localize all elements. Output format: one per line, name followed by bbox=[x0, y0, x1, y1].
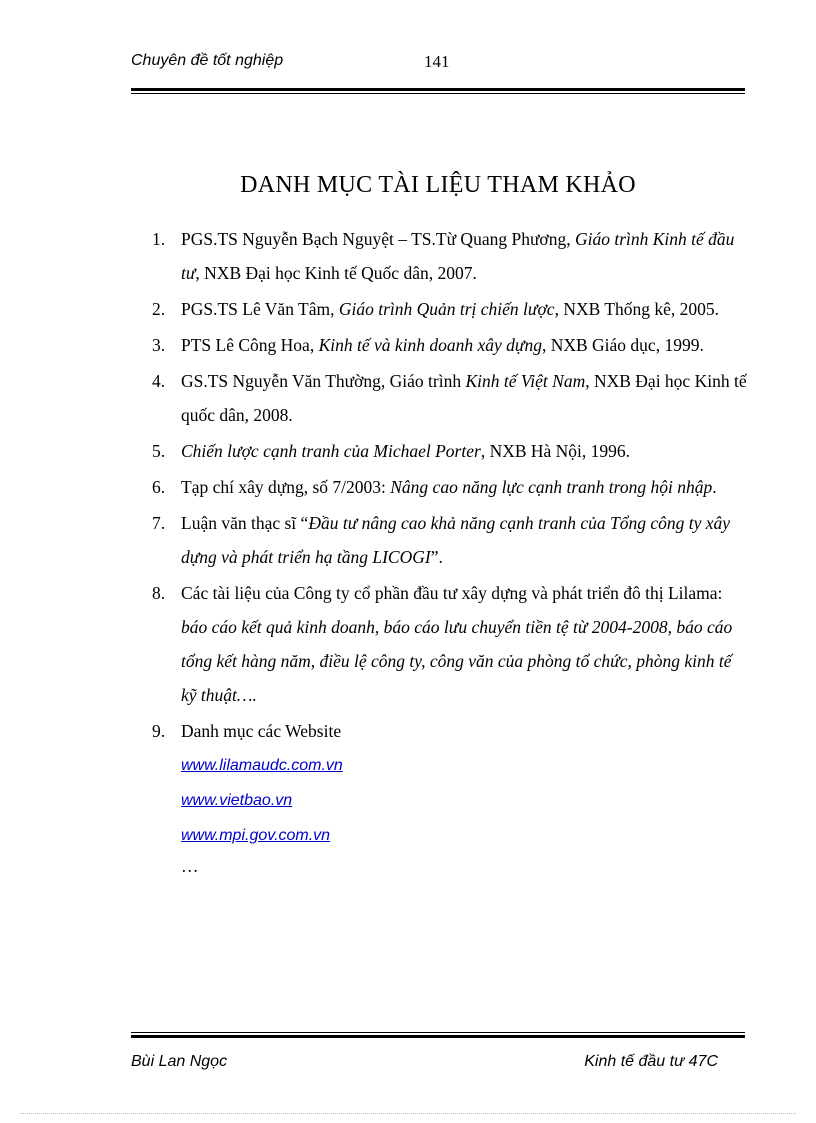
reference-item bbox=[148, 714, 748, 879]
reference-title-italic: Kinh tế Việt Nam bbox=[465, 371, 586, 391]
website-link[interactable]: www.mpi.gov.com.vn bbox=[181, 827, 331, 844]
reference-text: PTS Lê Công Hoa, bbox=[181, 335, 319, 355]
reference-title-italic: Giáo trình Kinh tế đầu tư bbox=[181, 229, 735, 283]
reference-text: Luận văn thạc sĩ “ bbox=[181, 513, 309, 533]
reference-text: , NXB Đại học Kinh tế Quốc dân, 2007. bbox=[195, 263, 477, 283]
reference-text: , NXB Đại học Kinh tế quốc dân, 2008. bbox=[181, 371, 747, 425]
reference-title-italic: Giáo trình Quản trị chiến lược bbox=[338, 299, 555, 319]
reference-number: 4. bbox=[152, 371, 166, 391]
reference-text: Tạp chí xây dựng, số 7/2003: bbox=[181, 477, 391, 497]
reference-text: PGS.TS Lê Văn Tâm, bbox=[181, 299, 339, 319]
reference-title-italic: báo cáo kết quả kinh doanh, báo cáo lưu chuyển tiền tệ từ 2004-2008, báo cáo tổng kết hàng năm, điều lệ công ty, công văn của phòng tổ chức, phòng kinh tế kỹ thuật…. bbox=[181, 617, 733, 705]
page-edge-dotted-line bbox=[20, 1113, 796, 1114]
reference-item bbox=[148, 434, 748, 468]
header-rule-thick bbox=[131, 88, 745, 91]
reference-number: 1. bbox=[152, 229, 166, 249]
reference-text: GS.TS Nguyễn Văn Thường, Giáo trình bbox=[181, 371, 466, 391]
reference-text: ”. bbox=[430, 547, 443, 567]
footer-rule-thick bbox=[131, 1035, 745, 1038]
reference-item bbox=[148, 292, 748, 326]
website-link[interactable]: www.lilamaudc.com.vn bbox=[181, 757, 343, 774]
ellipsis-text: … bbox=[181, 856, 199, 876]
footer-class: Kinh tế đầu tư 47C bbox=[584, 1053, 718, 1070]
reference-item bbox=[148, 364, 748, 432]
reference-number: 8. bbox=[152, 583, 166, 603]
reference-number: 7. bbox=[152, 513, 166, 533]
reference-item bbox=[148, 328, 748, 362]
reference-list bbox=[148, 222, 748, 881]
reference-number: 3. bbox=[152, 335, 166, 355]
reference-number: 2. bbox=[152, 299, 166, 319]
header-rule-thin bbox=[131, 93, 745, 94]
reference-text: , NXB Giáo dục, 1999. bbox=[541, 335, 704, 355]
page-title: DANH MỤC TÀI LIỆU THAM KHẢO bbox=[240, 172, 636, 198]
reference-text: . bbox=[712, 477, 717, 497]
reference-text: Danh mục các Website bbox=[181, 721, 342, 741]
reference-title-italic: Chiến lược cạnh tranh của Michael Porter bbox=[181, 441, 481, 461]
reference-text: PGS.TS Nguyễn Bạch Nguyệt – TS.Từ Quang Phương, bbox=[181, 229, 575, 249]
reference-text: , NXB Hà Nội, 1996. bbox=[480, 441, 631, 461]
reference-title-italic: Đầu tư nâng cao khả năng cạnh tranh của Tổng công ty xây dựng và phát triển hạ tầng LICOGI bbox=[181, 513, 731, 567]
reference-number: 6. bbox=[152, 477, 166, 497]
reference-title-italic: Nâng cao năng lực cạnh tranh trong hội nhập bbox=[390, 477, 713, 497]
page-number: 141 bbox=[424, 52, 450, 71]
website-link[interactable]: www.vietbao.vn bbox=[181, 792, 293, 809]
footer-rule-thin bbox=[131, 1032, 745, 1033]
reference-item bbox=[148, 506, 748, 574]
reference-item bbox=[148, 576, 748, 712]
reference-title-italic: Kinh tế và kinh doanh xây dựng bbox=[318, 335, 542, 355]
reference-text: Các tài liệu của Công ty cổ phần đầu tư xây dựng và phát triển đô thị Lilama: bbox=[181, 583, 723, 603]
footer-author: Bùi Lan Ngọc bbox=[131, 1053, 228, 1070]
reference-item bbox=[148, 470, 748, 504]
reference-item bbox=[148, 222, 748, 290]
header-document-type: Chuyên đề tốt nghiệp bbox=[131, 52, 284, 69]
reference-number: 5. bbox=[152, 441, 166, 461]
reference-text: , NXB Thống kê, 2005. bbox=[554, 299, 720, 319]
website-list bbox=[181, 748, 748, 879]
page-header bbox=[131, 52, 745, 82]
reference-number: 9. bbox=[152, 721, 166, 741]
